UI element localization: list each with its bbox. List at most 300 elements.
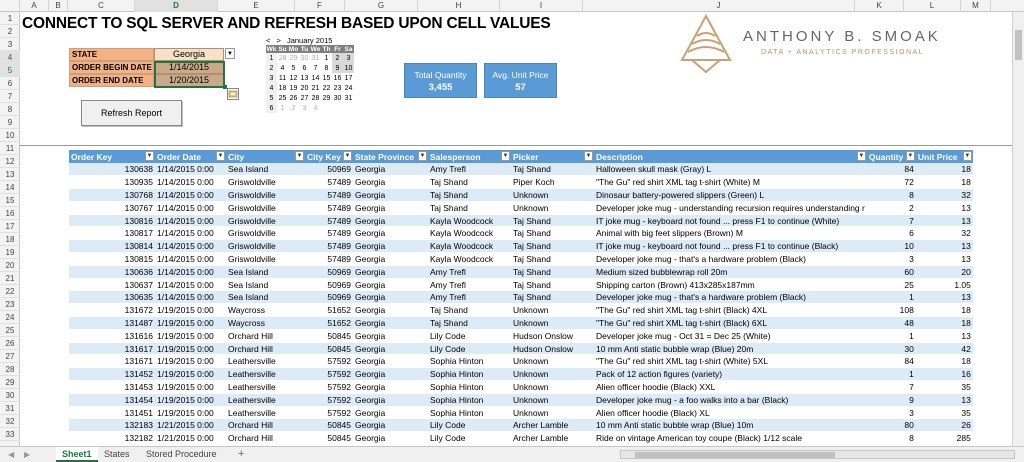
row-header[interactable]: 19 [0,246,20,259]
filter-dropdown-icon[interactable]: ▼ [858,153,865,159]
table-cell[interactable]: Griswoldville [226,253,305,266]
table-cell[interactable]: Georgia [353,163,428,176]
order-begin-date-cell[interactable]: 1/14/2015 [154,61,224,74]
calendar-day[interactable]: 4 [280,64,285,72]
table-cell[interactable]: 130636 [69,265,155,278]
table-cell[interactable]: Unknown [511,189,594,202]
table-cell[interactable]: Taj Shand [511,291,594,304]
row-header[interactable]: 9 [0,116,20,129]
table-cell[interactable]: 16 [916,368,973,381]
calendar-day[interactable] [343,103,354,113]
table-cell[interactable]: Georgia [353,291,428,304]
table-cell[interactable]: Unknown [511,381,594,394]
row-header[interactable]: 12 [0,155,20,168]
table-cell[interactable]: 1/14/2015 0:00 [155,278,226,291]
table-cell[interactable]: Unknown [511,201,594,214]
table-cell[interactable]: 13 [916,214,973,227]
calendar-day[interactable]: 3 [343,53,354,63]
select-all-corner[interactable] [0,0,20,12]
table-cell[interactable]: Griswoldville [226,240,305,253]
row-header[interactable]: 23 [0,298,20,311]
table-cell[interactable]: 84 [867,163,916,176]
table-cell[interactable]: Sophia Hinton [428,393,511,406]
table-cell[interactable]: 1/21/2015 0:00 [155,419,226,432]
table-cell[interactable]: 130816 [69,214,155,227]
column-header[interactable] [916,150,973,163]
horizontal-scrollbar[interactable] [620,450,1015,459]
table-cell[interactable]: 1/19/2015 0:00 [155,381,226,394]
table-cell[interactable]: 13 [916,291,973,304]
calendar-day[interactable]: 30 [300,54,309,62]
calendar-day[interactable]: 23 [333,84,342,92]
table-cell[interactable]: Griswoldville [226,176,305,189]
row-header[interactable]: 3 [0,38,20,51]
table-cell[interactable]: Hudson Onslow [511,329,594,342]
table-cell[interactable]: Sea Island [226,265,305,278]
filter-dropdown-icon[interactable]: ▼ [585,153,592,159]
table-cell[interactable]: 108 [867,304,916,317]
table-cell[interactable]: 57489 [305,214,353,227]
row-header[interactable]: 8 [0,103,20,116]
table-cell[interactable]: Georgia [353,432,428,445]
table-cell[interactable]: Sophia Hinton [428,355,511,368]
row-header[interactable]: 16 [0,207,20,220]
table-cell[interactable]: Amy Trefl [428,163,511,176]
table-cell[interactable]: Leathersville [226,406,305,419]
column-header-d[interactable]: D [135,0,218,12]
calendar-day[interactable]: 17 [344,74,353,82]
table-cell[interactable]: 130635 [69,291,155,304]
scroll-thumb[interactable] [1015,30,1022,60]
table-cell[interactable]: Lily Code [428,329,511,342]
table-cell[interactable]: 8 [867,189,916,202]
row-header[interactable]: 31 [0,402,20,415]
table-cell[interactable]: Taj Shand [511,240,594,253]
table-cell[interactable]: 131487 [69,317,155,330]
prev-sheet-icon[interactable]: ◀ [8,450,15,459]
table-cell[interactable]: Georgia [353,189,428,202]
sheet-tab-stored-procedure[interactable]: Stored Procedure [146,449,217,459]
table-cell[interactable]: IT joke mug - keyboard not found ... press F1 to continue (White) [594,214,867,227]
column-header-h[interactable]: H [418,0,500,12]
table-cell[interactable]: 48 [867,317,916,330]
column-header-b[interactable]: B [49,0,68,12]
table-cell[interactable]: 32 [916,227,973,240]
column-header[interactable] [594,150,867,163]
table-cell[interactable]: Unknown [511,368,594,381]
table-cell[interactable]: Kayla Woodcock [428,253,511,266]
table-cell[interactable]: 131617 [69,342,155,355]
table-cell[interactable]: 3 [867,253,916,266]
table-cell[interactable]: 2 [867,201,916,214]
table-cell[interactable]: 84 [867,355,916,368]
table-cell[interactable]: 130768 [69,189,155,202]
table-cell[interactable]: 1/14/2015 0:00 [155,189,226,202]
table-cell[interactable]: 50845 [305,432,353,445]
table-cell[interactable]: Griswoldville [226,189,305,202]
row-header[interactable]: 27 [0,350,20,363]
calendar-day[interactable]: 11 [278,74,287,82]
table-cell[interactable]: Taj Shand [428,189,511,202]
table-cell[interactable]: 13 [916,240,973,253]
table-cell[interactable]: 25 [867,278,916,291]
scroll-thumb[interactable] [635,452,835,458]
calendar-day[interactable]: 3 [302,104,307,112]
table-cell[interactable]: Halloween skull mask (Gray) L [594,163,867,176]
calendar-day[interactable]: 2 [332,53,343,63]
next-month-button[interactable]: > [276,36,281,45]
row-header[interactable]: 13 [0,168,20,181]
table-cell[interactable]: Georgia [353,176,428,189]
row-header[interactable]: 25 [0,324,20,337]
table-cell[interactable]: Medium sized bubblewrap roll 20m [594,265,867,278]
table-cell[interactable]: Georgia [353,214,428,227]
filter-dropdown-icon[interactable]: ▼ [217,153,224,159]
next-sheet-icon[interactable]: ▶ [24,450,31,459]
table-cell[interactable]: Lily Code [428,432,511,445]
table-cell[interactable]: Unknown [511,304,594,317]
date-picker-calendar[interactable] [266,36,366,113]
table-cell[interactable]: Georgia [353,253,428,266]
table-cell[interactable]: Georgia [353,393,428,406]
filter-dropdown-icon[interactable]: ▼ [502,153,509,159]
table-cell[interactable]: 10 [867,240,916,253]
table-cell[interactable]: 1/14/2015 0:00 [155,227,226,240]
table-cell[interactable]: 132182 [69,432,155,445]
column-header[interactable] [305,150,353,163]
table-cell[interactable]: 80 [867,419,916,432]
table-cell[interactable]: 57592 [305,368,353,381]
table-cell[interactable]: Alien officer hoodie (Black) XL [594,406,867,419]
column-header-k[interactable]: K [855,0,904,12]
table-cell[interactable]: Lily Code [428,419,511,432]
row-header[interactable]: 32 [0,415,20,428]
calendar-day[interactable]: 30 [333,94,342,102]
table-cell[interactable]: Sea Island [226,291,305,304]
table-cell[interactable]: 3 [867,406,916,419]
table-cell[interactable]: 50969 [305,163,353,176]
calendar-day[interactable]: 6 [302,64,307,72]
table-cell[interactable]: 130637 [69,278,155,291]
table-cell[interactable]: 6 [867,227,916,240]
table-cell[interactable]: 50845 [305,342,353,355]
table-cell[interactable]: Leathersville [226,368,305,381]
column-header-m[interactable]: M [961,0,991,12]
calendar-day[interactable]: 2 [291,104,296,112]
table-cell[interactable]: Taj Shand [428,176,511,189]
table-cell[interactable]: 72 [867,176,916,189]
calendar-day[interactable]: 18 [278,84,287,92]
table-cell[interactable]: 1/19/2015 0:00 [155,368,226,381]
table-cell[interactable]: Pack of 12 action figures (variety) [594,368,867,381]
table-cell[interactable]: 1/19/2015 0:00 [155,355,226,368]
table-cell[interactable]: Developer joke mug - that's a hardware problem (Black) [594,253,867,266]
calendar-day[interactable]: 28 [311,94,320,102]
calendar-day[interactable]: 22 [322,84,331,92]
table-cell[interactable]: 51652 [305,317,353,330]
table-cell[interactable]: "The Gu" red shirt XML tag t-shirt (White) 5XL [594,355,867,368]
table-cell[interactable]: 57489 [305,227,353,240]
calendar-day[interactable]: 9 [332,63,343,73]
table-cell[interactable]: 50969 [305,291,353,304]
filter-dropdown-icon[interactable]: ▼ [907,153,914,159]
calendar-day[interactable]: 10 [344,64,353,72]
filter-dropdown-icon[interactable]: ▼ [296,153,303,159]
column-header-c[interactable]: C [68,0,135,12]
table-cell[interactable]: 26 [916,419,973,432]
table-cell[interactable]: Georgia [353,240,428,253]
row-header[interactable]: 20 [0,259,20,272]
table-cell[interactable]: Griswoldville [226,214,305,227]
table-cell[interactable]: 131671 [69,355,155,368]
table-cell[interactable]: Taj Shand [428,201,511,214]
table-cell[interactable]: 57592 [305,393,353,406]
table-cell[interactable]: 1/19/2015 0:00 [155,406,226,419]
table-cell[interactable]: Kayla Woodcock [428,214,511,227]
table-cell[interactable]: 1/14/2015 0:00 [155,253,226,266]
calendar-day[interactable]: 21 [311,84,320,92]
table-cell[interactable]: 1 [867,368,916,381]
table-cell[interactable]: 13 [916,393,973,406]
table-cell[interactable]: 130767 [69,201,155,214]
table-cell[interactable]: 131453 [69,381,155,394]
row-header[interactable]: 10 [0,129,20,142]
row-header[interactable]: 17 [0,220,20,233]
filter-dropdown-icon[interactable]: ▼ [146,153,153,159]
table-cell[interactable]: Georgia [353,342,428,355]
table-cell[interactable]: Alien officer hoodie (Black) XXL [594,381,867,394]
table-cell[interactable]: 7 [867,214,916,227]
table-cell[interactable]: 10 mm Anti static bubble wrap (Blue) 10m [594,419,867,432]
table-cell[interactable]: 18 [916,163,973,176]
table-cell[interactable]: 18 [916,304,973,317]
calendar-day[interactable]: 31 [311,54,320,62]
table-cell[interactable]: Amy Trefl [428,291,511,304]
table-cell[interactable]: 1/14/2015 0:00 [155,291,226,304]
table-cell[interactable]: Developer joke mug - that's a hardware problem (Black) [594,291,867,304]
table-cell[interactable]: Developer joke mug - understanding recursion requires understanding r [596,202,865,213]
table-cell[interactable]: Orchard Hill [226,329,305,342]
column-header[interactable] [69,150,155,163]
column-header[interactable] [353,150,428,163]
refresh-report-button[interactable]: Refresh Report [81,100,182,126]
chevron-down-icon[interactable]: ▼ [225,48,235,59]
table-cell[interactable]: 57592 [305,355,353,368]
calendar-day[interactable]: 4 [313,104,318,112]
table-cell[interactable]: 130817 [69,227,155,240]
table-cell[interactable]: 18 [916,355,973,368]
table-cell[interactable]: IT joke mug - keyboard not found ... press F1 to continue (Black) [594,240,867,253]
table-cell[interactable]: 1/19/2015 0:00 [155,329,226,342]
table-cell[interactable]: Georgia [353,406,428,419]
table-cell[interactable]: 130638 [69,163,155,176]
calendar-day[interactable]: 19 [289,84,298,92]
table-cell[interactable]: 51652 [305,304,353,317]
table-cell[interactable]: 32 [916,189,973,202]
calendar-day[interactable]: 25 [278,94,287,102]
order-end-date-cell[interactable]: 1/20/2015 [154,74,224,87]
table-cell[interactable]: 130815 [69,253,155,266]
table-cell[interactable]: 57489 [305,240,353,253]
calendar-day[interactable]: 31 [344,94,353,102]
calendar-day[interactable]: 14 [311,74,320,82]
column-header-e[interactable]: E [218,0,295,12]
calendar-day[interactable]: 24 [344,84,353,92]
row-header[interactable]: 15 [0,194,20,207]
row-header[interactable]: 1 [0,12,20,25]
table-cell[interactable]: 1.05 [916,278,973,291]
calendar-day[interactable]: 29 [289,54,298,62]
table-cell[interactable]: Taj Shand [511,253,594,266]
table-cell[interactable]: 57489 [305,189,353,202]
table-cell[interactable]: 57489 [305,201,353,214]
table-cell[interactable]: 50969 [305,265,353,278]
table-cell[interactable]: Unknown [511,393,594,406]
table-cell[interactable]: 20 [916,265,973,278]
table-cell[interactable]: 13 [916,201,973,214]
table-cell[interactable]: 131672 [69,304,155,317]
table-cell[interactable]: Georgia [353,355,428,368]
column-header-a[interactable]: A [20,0,49,12]
table-cell[interactable]: Sea Island [226,278,305,291]
table-cell[interactable]: 131451 [69,406,155,419]
table-cell[interactable]: Leathersville [226,355,305,368]
row-header[interactable]: 5 [0,64,20,77]
calendar-day[interactable]: 26 [289,94,298,102]
table-cell[interactable]: Developer joke mug - a foo walks into a bar (Black) [594,393,867,406]
prev-month-button[interactable]: < [266,36,271,45]
table-cell[interactable]: 285 [916,432,973,445]
table-cell[interactable]: Sophia Hinton [428,406,511,419]
table-cell[interactable]: "The Gu" red shirt XML tag t-shirt (White) M [594,176,867,189]
table-cell[interactable]: Leathersville [226,393,305,406]
table-cell[interactable]: 131454 [69,393,155,406]
table-cell[interactable]: 130814 [69,240,155,253]
row-header[interactable]: 33 [0,428,20,441]
table-cell[interactable]: Taj Shand [511,278,594,291]
calendar-day[interactable]: 27 [300,94,309,102]
table-cell[interactable]: Georgia [353,381,428,394]
column-header-j[interactable]: J [583,0,855,12]
calendar-day[interactable]: 13 [300,74,309,82]
table-cell[interactable]: Amy Trefl [428,265,511,278]
table-cell[interactable]: 50845 [305,329,353,342]
table-cell[interactable]: 35 [916,381,973,394]
table-cell[interactable]: Orchard Hill [226,342,305,355]
table-cell[interactable]: 1/14/2015 0:00 [155,240,226,253]
table-cell[interactable]: 131452 [69,368,155,381]
column-header-f[interactable]: F [295,0,345,12]
table-cell[interactable]: Taj Shand [511,214,594,227]
add-sheet-button[interactable]: + [238,448,245,460]
table-cell[interactable]: Sea Island [226,163,305,176]
row-header[interactable]: 30 [0,389,20,402]
calendar-day[interactable]: 20 [300,84,309,92]
table-cell[interactable]: Kayla Woodcock [428,227,511,240]
vertical-scrollbar[interactable] [1012,12,1024,446]
table-cell[interactable]: Griswoldville [226,201,305,214]
filter-dropdown-icon[interactable]: ▼ [344,153,351,159]
table-cell[interactable]: Georgia [353,201,428,214]
filter-dropdown-icon[interactable]: ▼ [419,153,426,159]
table-cell[interactable]: 1/14/2015 0:00 [155,163,226,176]
table-cell[interactable]: Georgia [353,227,428,240]
table-cell[interactable]: 1/14/2015 0:00 [155,265,226,278]
row-header[interactable]: 22 [0,285,20,298]
column-header-l[interactable]: L [904,0,961,12]
table-cell[interactable]: Unknown [511,317,594,330]
table-cell[interactable]: Georgia [353,419,428,432]
state-value-cell[interactable]: Georgia [154,48,224,61]
table-cell[interactable]: 13 [916,253,973,266]
table-cell[interactable]: Archer Lamble [511,432,594,445]
table-cell[interactable]: Waycross [226,317,305,330]
table-cell[interactable]: 8 [867,432,916,445]
calendar-day[interactable]: 1 [324,54,329,62]
table-cell[interactable]: Leathersville [226,381,305,394]
table-cell[interactable]: 30 [867,342,916,355]
table-cell[interactable]: Animal with big feet slippers (Brown) M [594,227,867,240]
table-cell[interactable]: 1/19/2015 0:00 [155,317,226,330]
table-cell[interactable]: Georgia [353,265,428,278]
table-cell[interactable]: Dinosaur battery-powered slippers (Green) L [594,189,867,202]
table-cell[interactable]: 1/19/2015 0:00 [155,393,226,406]
table-cell[interactable]: 1/14/2015 0:00 [155,176,226,189]
table-cell[interactable]: 50969 [305,278,353,291]
table-cell[interactable]: Taj Shand [428,317,511,330]
column-header-g[interactable]: G [345,0,418,12]
table-cell[interactable]: 10 mm Anti static bubble wrap (Blue) 20m [594,342,867,355]
table-cell[interactable]: Waycross [226,304,305,317]
quick-analysis-icon[interactable] [227,88,239,100]
table-cell[interactable]: 1/19/2015 0:00 [155,342,226,355]
row-header[interactable]: 24 [0,311,20,324]
table-cell[interactable]: 132183 [69,419,155,432]
calendar-day[interactable]: 7 [313,64,318,72]
table-cell[interactable]: 9 [867,393,916,406]
table-cell[interactable]: Sophia Hinton [428,381,511,394]
calendar-day[interactable]: 5 [291,64,296,72]
table-cell[interactable]: Unknown [511,355,594,368]
calendar-day[interactable]: 29 [322,94,331,102]
table-cell[interactable]: Hudson Onslow [511,342,594,355]
column-header[interactable] [867,150,916,163]
calendar-day[interactable]: 12 [289,74,298,82]
table-cell[interactable]: "The Gu" red shirt XML tag t-shirt (Black) 4XL [594,304,867,317]
table-cell[interactable]: Sophia Hinton [428,368,511,381]
column-header[interactable] [226,150,305,163]
table-cell[interactable]: Shipping carton (Brown) 413x285x187mm [594,278,867,291]
sheet-tab-states[interactable]: States [104,449,130,459]
table-cell[interactable]: 18 [916,176,973,189]
table-cell[interactable]: Taj Shand [511,265,594,278]
table-cell[interactable]: Orchard Hill [226,432,305,445]
table-cell[interactable]: Kayla Woodcock [428,240,511,253]
row-header[interactable]: 28 [0,363,20,376]
column-header-i[interactable]: I [500,0,583,12]
table-cell[interactable]: 18 [916,317,973,330]
table-cell[interactable]: 1/19/2015 0:00 [155,304,226,317]
row-header[interactable]: 21 [0,272,20,285]
table-cell[interactable]: 50845 [305,419,353,432]
table-cell[interactable]: Ride on vintage American toy coupe (Black) 1/12 scale [594,432,867,445]
calendar-day[interactable] [321,103,332,113]
table-cell[interactable]: Georgia [353,368,428,381]
table-cell[interactable]: 57592 [305,406,353,419]
filter-dropdown-icon[interactable]: ▼ [964,153,971,159]
table-cell[interactable]: Griswoldville [226,227,305,240]
row-header[interactable]: 2 [0,25,20,38]
